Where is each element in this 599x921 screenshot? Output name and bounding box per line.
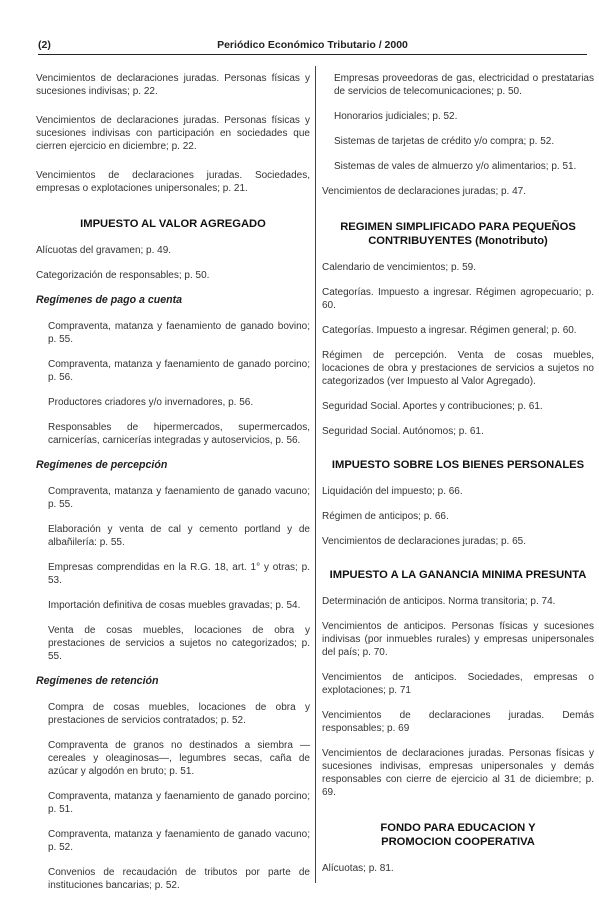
subsection-title-percepcion: Regímenes de percepción bbox=[36, 459, 168, 471]
index-entry: Empresas proveedoras de gas, electricidad o prestatarias de servicios de telecomunicaciones; p. 50. bbox=[334, 73, 594, 97]
page-number: (2) bbox=[38, 39, 51, 51]
index-entry: Compraventa, matanza y faenamiento de ganado vacuno; p. 52. bbox=[48, 829, 310, 853]
index-entry: Compra de cosas muebles, locaciones de obra y prestaciones de servicios contratados; p. 52. bbox=[48, 702, 310, 726]
publication-title: Periódico Económico Tributario / 2000 bbox=[217, 39, 408, 51]
index-entry: Vencimientos de declaraciones juradas. Personas físicas y sucesiones indivisas; p. 22. bbox=[36, 73, 310, 97]
index-entry: Vencimientos de declaraciones juradas. Sociedades, empresas o explotaciones unipersonales; p. 21. bbox=[36, 170, 310, 194]
index-entry: Vencimientos de declaraciones juradas. Demás responsables; p. 69 bbox=[322, 710, 594, 734]
index-entry: Categorías. Impuesto a ingresar. Régimen agropecuario; p. 60. bbox=[322, 287, 594, 311]
index-entry: Elaboración y venta de cal y cemento portland y de albañilería: p. 55. bbox=[48, 524, 310, 548]
index-entry: Régimen de percepción. Venta de cosas muebles, locaciones de obra y prestaciones de servicios a sujetos no categorizados (ver Impuesto al Valor Agregado). bbox=[322, 350, 594, 387]
page-header bbox=[38, 38, 587, 55]
index-entry: Vencimientos de anticipos. Sociedades, empresas o explotaciones; p. 71 bbox=[322, 672, 594, 696]
index-entry: Alícuotas; p. 81. bbox=[322, 863, 394, 874]
index-entry: Productores criadores y/o invernadores, p. 56. bbox=[48, 397, 254, 408]
index-entry: Compraventa, matanza y faenamiento de ganado porcino; p. 56. bbox=[48, 359, 310, 383]
index-entry: Categorías. Impuesto a ingresar. Régimen general; p. 60. bbox=[322, 325, 577, 336]
index-entry: Importación definitiva de cosas muebles gravadas; p. 54. bbox=[48, 600, 301, 611]
index-entry: Compraventa de granos no destinados a siembra —cereales y oleaginosas—, legumbres secas, caña de azúcar y algodón en bruto; p. 51. bbox=[48, 740, 310, 777]
left-column bbox=[36, 72, 310, 904]
section-title-iva: IMPUESTO AL VALOR AGREGADO bbox=[80, 218, 266, 230]
index-entry: Compraventa, matanza y faenamiento de ganado vacuno; p. 55. bbox=[48, 486, 310, 510]
index-entry: Sistemas de tarjetas de crédito y/o compra; p. 52. bbox=[334, 136, 555, 147]
index-entry: Vencimientos de declaraciones juradas; p. 47. bbox=[322, 186, 527, 197]
index-entry: Sistemas de vales de almuerzo y/o alimentarios; p. 51. bbox=[334, 161, 577, 172]
subsection-title-pago-cuenta: Regímenes de pago a cuenta bbox=[36, 294, 183, 306]
index-entry: Vencimientos de declaraciones juradas. Personas físicas y sucesiones indivisas, empresas unipersonales y demás responsables con cierre de ejercicio al 31 de diciembre; p. 69. bbox=[322, 748, 594, 798]
column-divider bbox=[315, 66, 316, 883]
index-entry: Calendario de vencimientos; p. 59. bbox=[322, 262, 476, 273]
index-entry: Vencimientos de anticipos. Personas físicas y sucesiones indivisas (por inmuebles rurales) y empresas unipersonales del país; p. 70. bbox=[322, 621, 594, 658]
index-entry: Compraventa, matanza y faenamiento de ganado bovino; p. 55. bbox=[48, 321, 310, 345]
index-entry: Liquidación del impuesto; p. 66. bbox=[322, 486, 463, 497]
index-entry: Vencimientos de declaraciones juradas; p. 65. bbox=[322, 536, 527, 547]
index-entry: Compraventa, matanza y faenamiento de ganado porcino; p. 51. bbox=[48, 791, 310, 815]
index-entry: Determinación de anticipos. Norma transitoria; p. 74. bbox=[322, 596, 556, 607]
index-entry: Régimen de anticipos; p. 66. bbox=[322, 511, 449, 522]
section-title-bienes-personales: IMPUESTO SOBRE LOS BIENES PERSONALES bbox=[331, 459, 585, 471]
subsection-title-retencion: Regímenes de retención bbox=[36, 675, 159, 687]
index-entry: Convenios de recaudación de tributos por parte de instituciones bancarias; p. 52. bbox=[48, 867, 310, 891]
section-title-ganancia-minima: IMPUESTO A LA GANANCIA MINIMA PRESUNTA bbox=[329, 569, 587, 581]
index-entry: Honorarios judiciales; p. 52. bbox=[334, 111, 458, 122]
index-entry: Alícuotas del gravamen; p. 49. bbox=[36, 245, 172, 256]
index-entry: Seguridad Social. Aportes y contribuciones; p. 61. bbox=[322, 401, 543, 412]
index-entry: Venta de cosas muebles, locaciones de obra y prestaciones de servicios a sujetos no categorizados; p. 55. bbox=[48, 625, 310, 662]
section-title-monotributo: REGIMEN SIMPLIFICADO PARA PEQUEÑOS CONTRIBUYENTES (Monotributo) bbox=[340, 221, 576, 247]
index-entry: Categorización de responsables; p. 50. bbox=[36, 270, 210, 281]
index-entry: Seguridad Social. Autónomos; p. 61. bbox=[322, 426, 484, 437]
index-entry: Responsables de hipermercados, supermercados, carnicerías, carnicerías integradas y autoservicios, p. 56. bbox=[48, 422, 310, 446]
index-entry: Empresas comprendidas en la R.G. 18, art. 1° y otras; p. 53. bbox=[48, 562, 310, 586]
index-entry: Vencimientos de declaraciones juradas. Personas físicas y sucesiones indivisas con participación en sociedades que cierren ejercicio en diciembre; p. 22. bbox=[36, 115, 310, 152]
right-column bbox=[322, 72, 594, 887]
section-title-fondo-cooperativo: FONDO PARA EDUCACION Y PROMOCION COOPERATIVA bbox=[380, 822, 536, 848]
